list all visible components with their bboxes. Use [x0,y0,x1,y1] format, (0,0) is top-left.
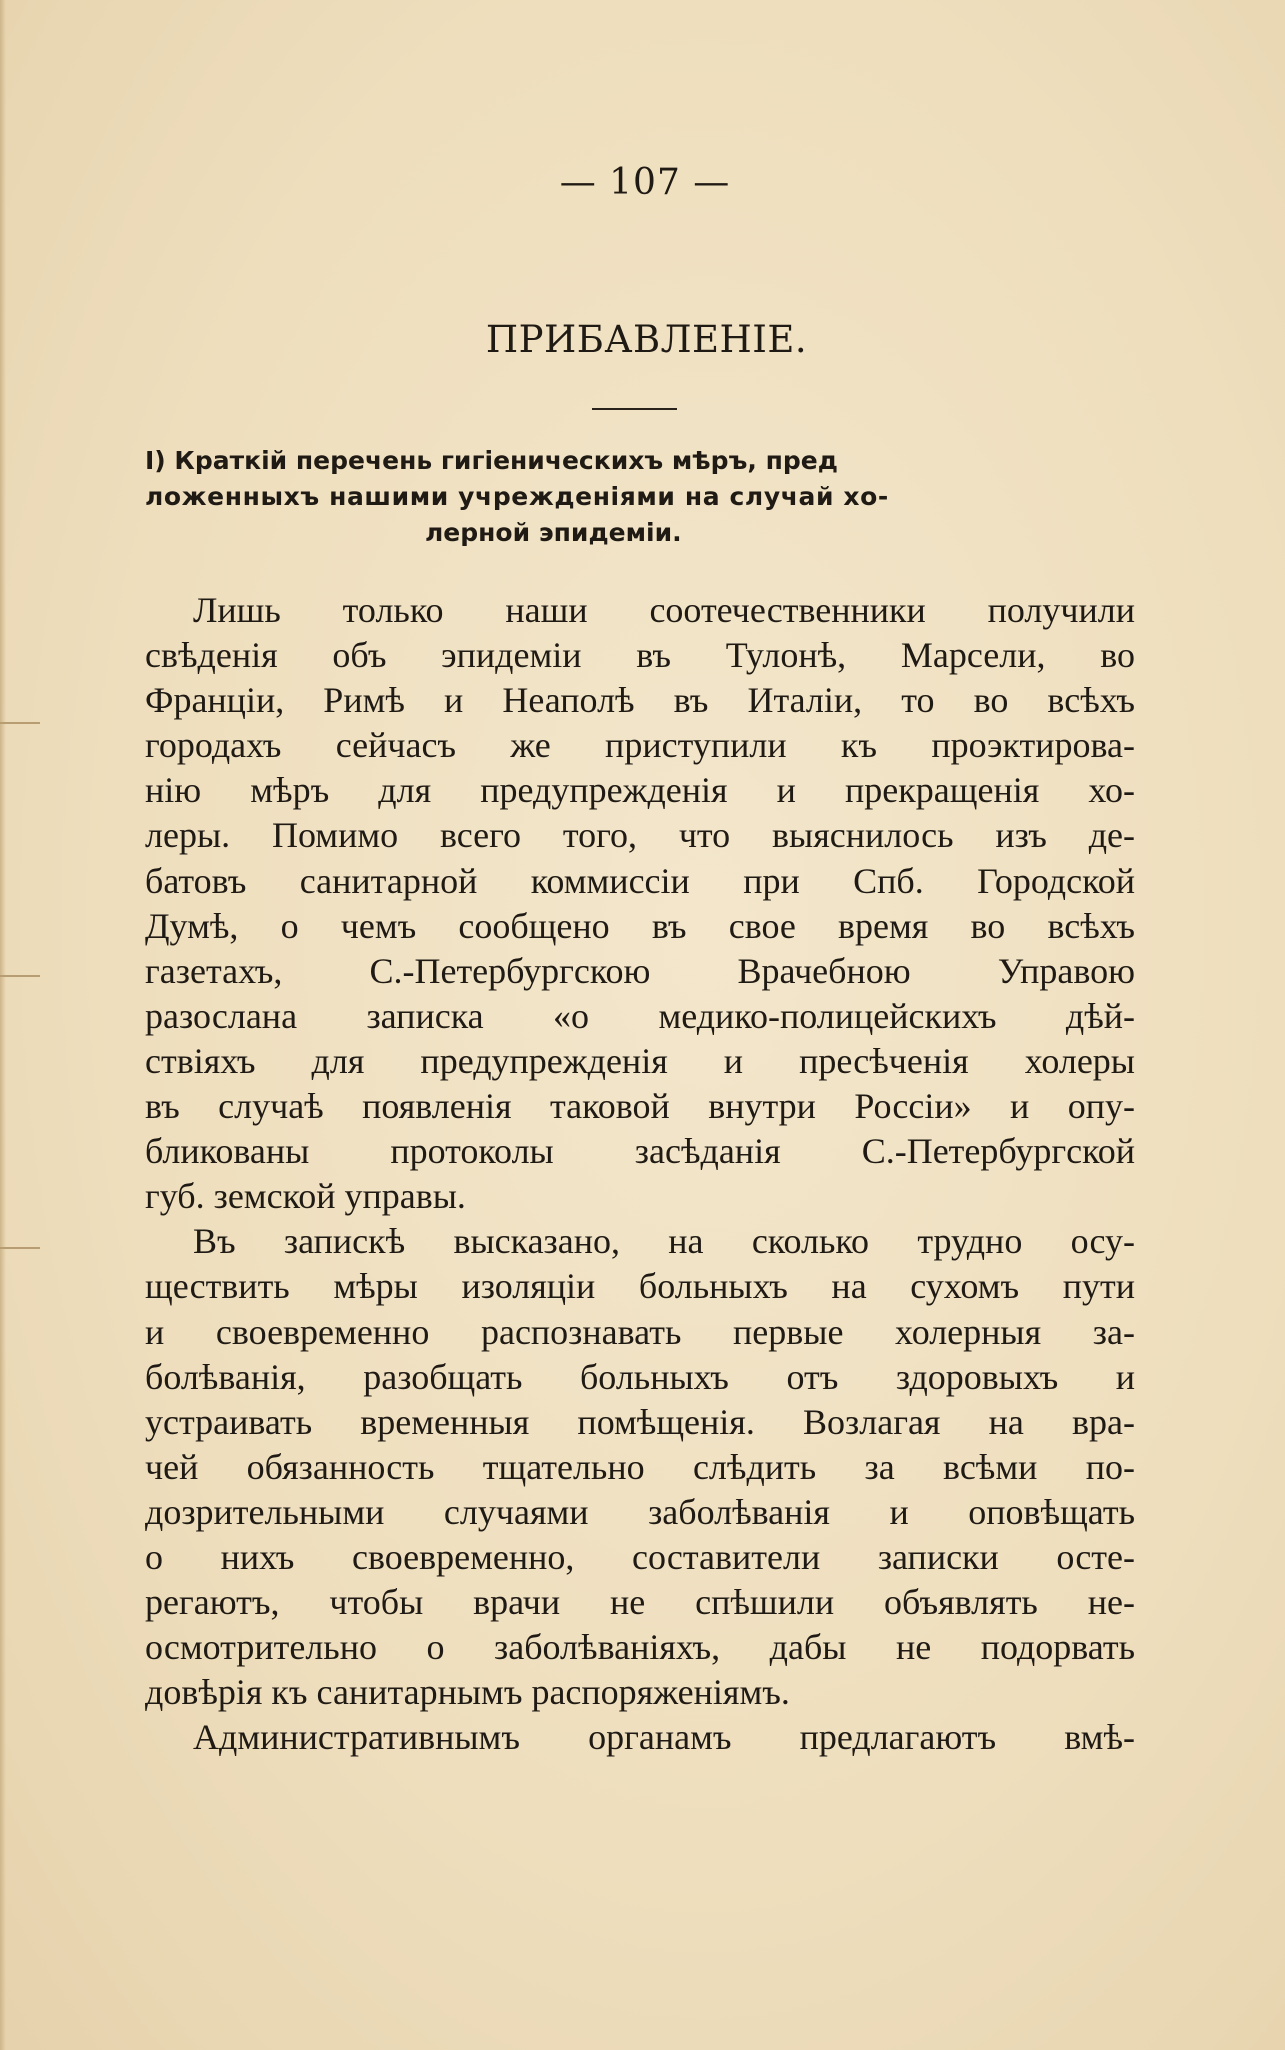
text-line: Лишь только наши соотечественники получили [193,590,1135,630]
text-line: Думѣ, о чемъ сообщено въ свое время во всѣхъ [145,905,1135,946]
text-line: ществить мѣры изоляціи больныхъ на сухомъ пути [145,1266,1135,1307]
text-line: болѣванія, разобщать больныхъ отъ здоровыхъ и [145,1356,1135,1397]
subheading-line: лерной эпидеміи. [425,518,682,547]
text-line: свѣденія объ эпидеміи въ Тулонѣ, Марсели, во [145,635,1135,676]
text-line: осмотрительно о заболѣваніяхъ, дабы не подорвать [145,1627,1135,1668]
text-line: городахъ сейчасъ же приступили къ проэктирова- [145,725,1135,766]
text-line: о нихъ своевременно, составители записки осте- [145,1536,1135,1577]
text-line: губ. земской управы. [145,1176,466,1217]
text-line: довѣрія къ санитарнымъ распоряженіямъ. [145,1672,790,1713]
subheading [145,443,1135,551]
text-line: въ случаѣ появленія таковой внутри Россіи» и опу- [145,1086,1135,1127]
text-line: батовъ санитарной коммиссіи при Спб. Городской [145,860,1135,901]
text-line: бликованы протоколы засѣданія С.-Петербургской [145,1131,1135,1172]
body-text [145,588,1135,1760]
text-line: Франціи, Римѣ и Неаполѣ въ Италіи, то во всѣхъ [145,680,1135,721]
text-line: Административнымъ органамъ предлагаютъ вмѣ- [193,1717,1135,1758]
edge-tick [0,975,40,977]
text-line: нію мѣръ для предупрежденія и прекращенія хо- [145,770,1135,811]
text-line: чей обязанность тщательно слѣдить за всѣми по- [145,1446,1135,1487]
text-line: дозрительными случаями заболѣванія и оповѣщать [145,1491,1135,1532]
text-line: Въ запискѣ высказано, на сколько трудно осу- [193,1221,1135,1262]
subheading-line: ложенныхъ нашими учрежденіями на случай хо- [145,482,889,511]
page-left-edge [0,0,6,2050]
heading-rule [592,408,677,410]
text-line: разослана записка «о медико-полицейскихъ дѣй- [145,995,1135,1036]
edge-tick [0,722,40,724]
text-line: регаютъ, чтобы врачи не спѣшили объявлять не- [145,1582,1135,1623]
text-line: ствіяхъ для предупрежденія и пресѣченія холеры [145,1040,1135,1081]
page-number: — 107 — [559,162,731,203]
text-line: газетахъ, С.-Петербургскою Врачебною Управою [145,950,1135,991]
subheading-line: I) Краткій перечень гигіеническихъ мѣръ, пред [145,446,838,475]
text-line: леры. Помимо всего того, что выяснилось изъ де- [145,815,1135,856]
text-line: и своевременно распознавать первые холерныя за- [145,1311,1135,1352]
text-line: устраивать временныя помѣщенія. Возлагая на вра- [145,1401,1135,1442]
edge-tick [0,1247,40,1249]
section-heading: ПРИБАВЛЕНІЕ. [485,318,808,361]
